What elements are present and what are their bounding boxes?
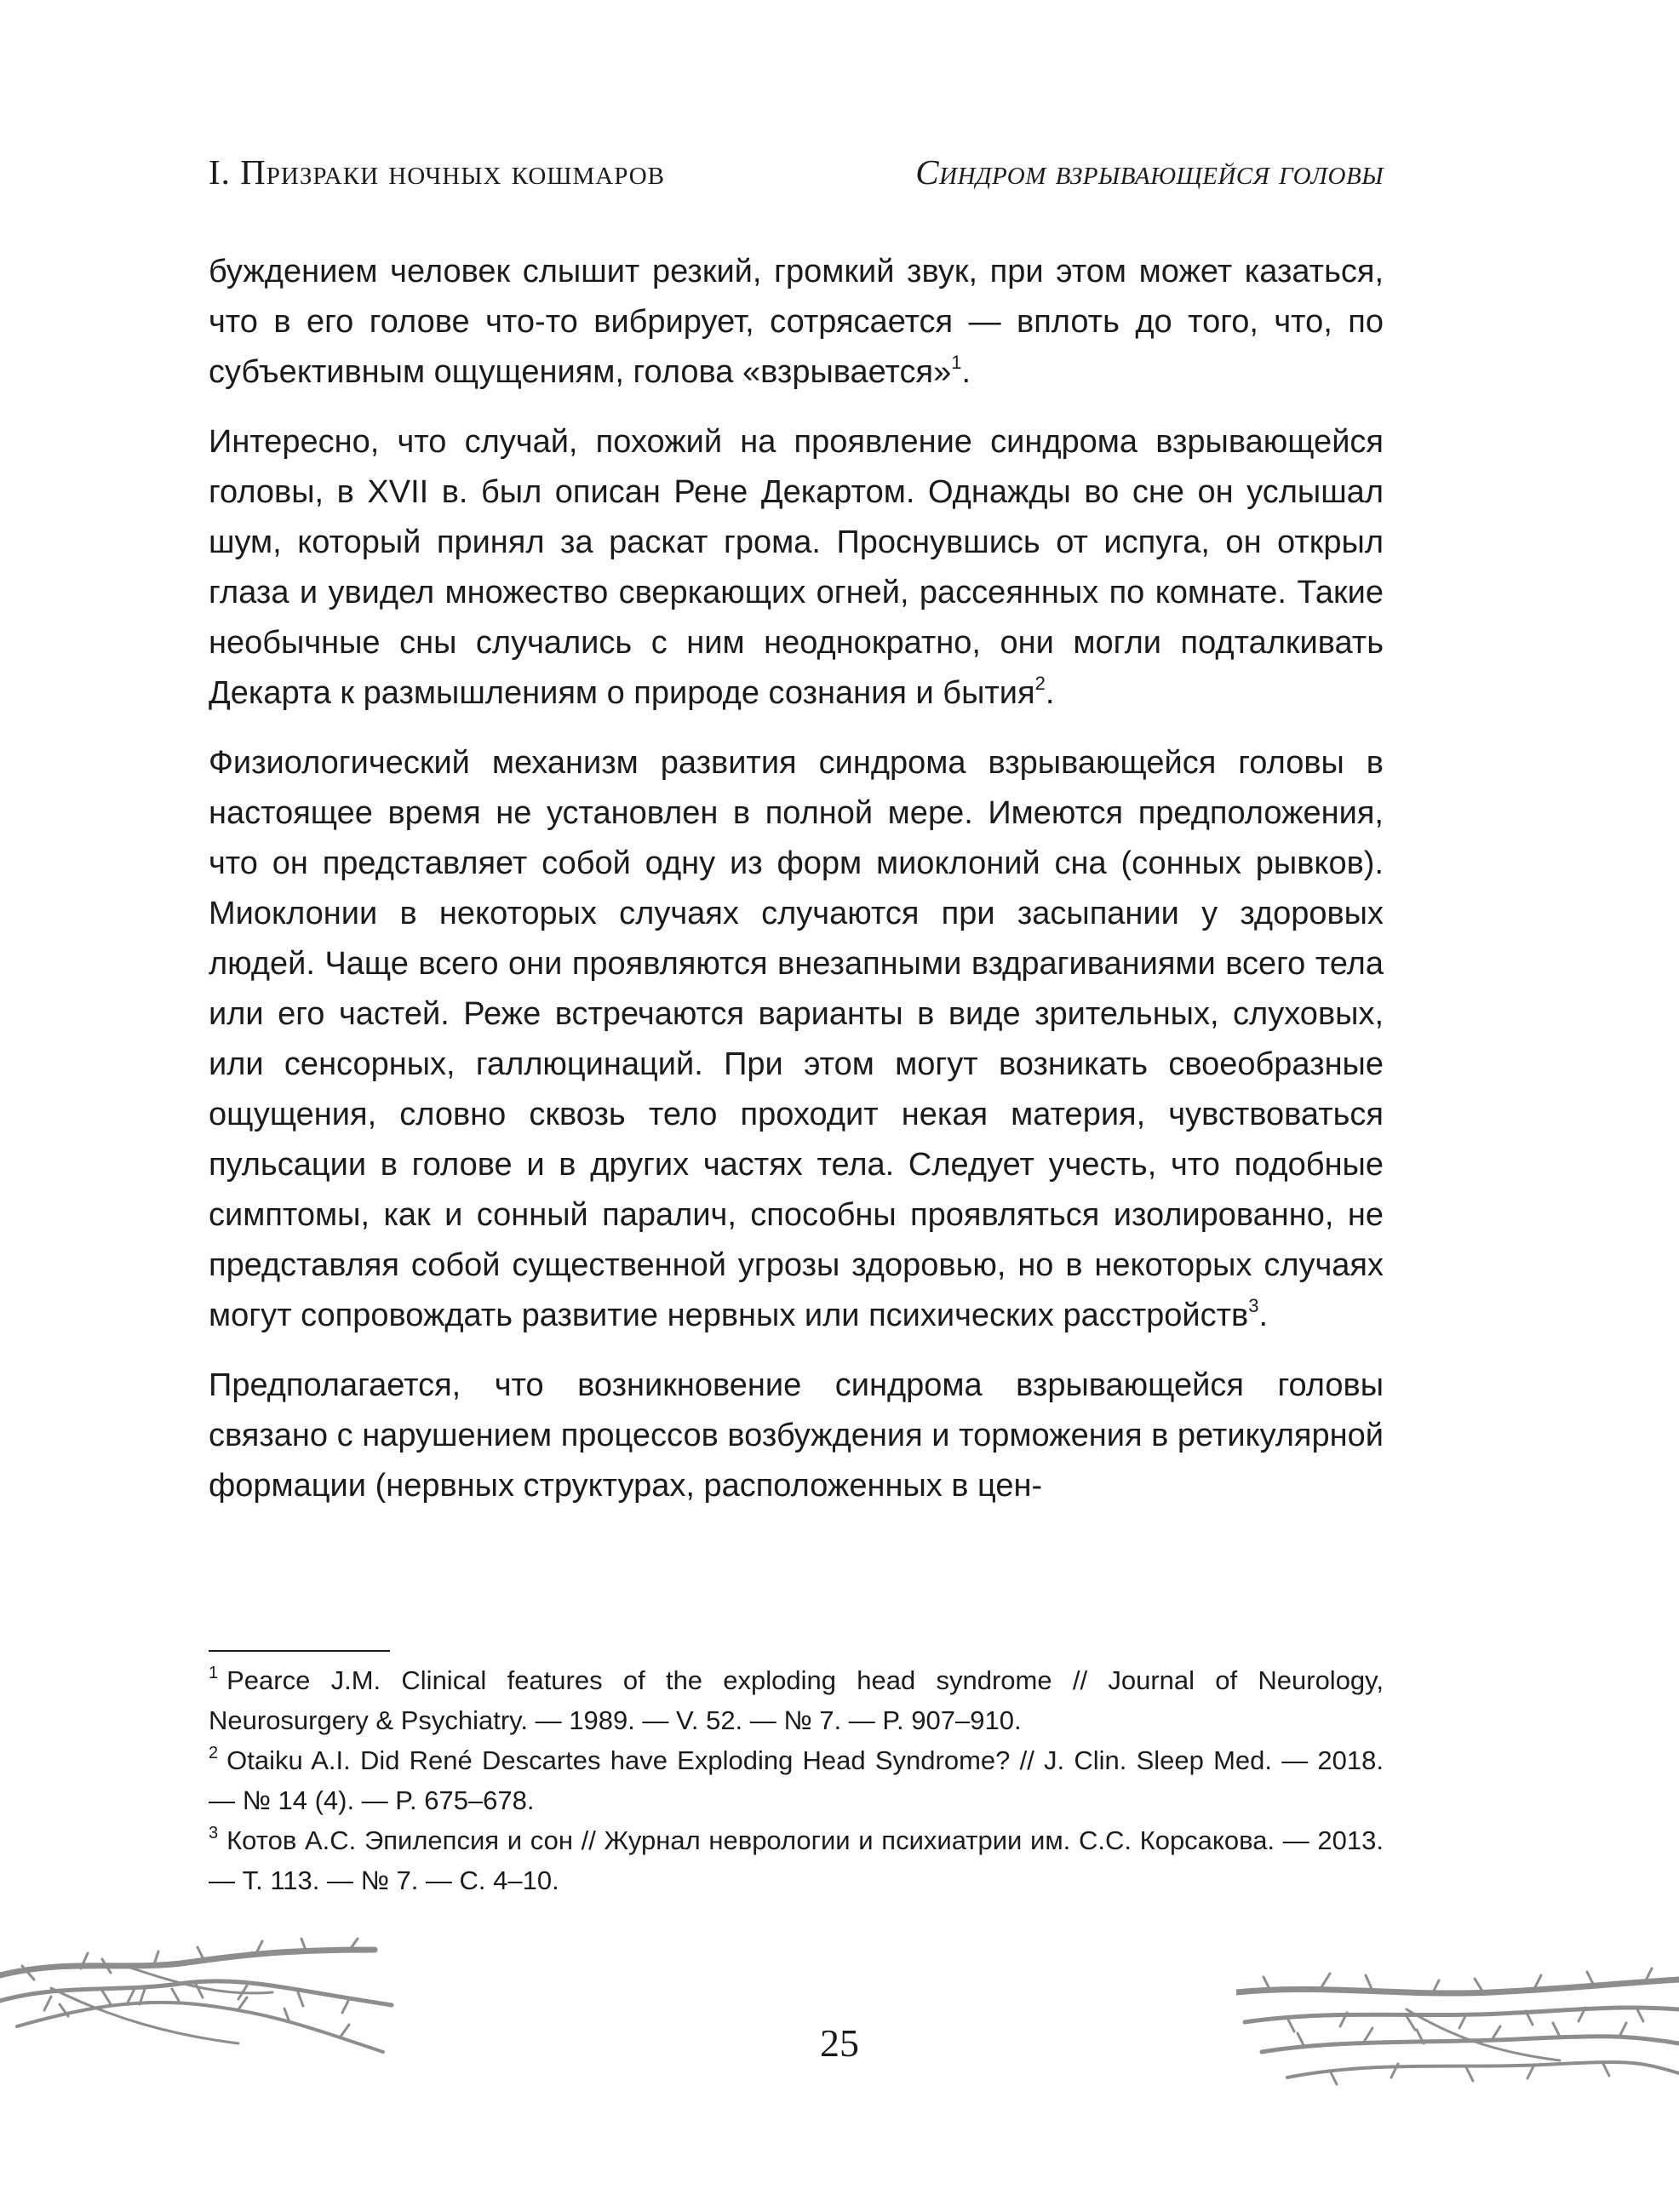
chapter-title: I. Призраки ночных кошмаров [209,152,666,192]
running-header [209,146,1384,198]
paragraph [209,247,1384,398]
main-text [209,247,1384,1531]
footnote [209,1660,1384,1740]
paragraph-text: буждением человек слышит резкий, громкий звук, при этом может казаться, что в его голове что-то вибрирует, сотрясается — вплоть до того, что, по субъективным ощущениям, голова «взрывается» [209,254,1384,390]
paragraph [209,417,1384,719]
footnote [209,1820,1384,1900]
footnote-mark: 3 [209,1824,219,1842]
footnote-ref: 1 [951,352,962,373]
paragraph-end: . [961,354,971,390]
page-number: 25 [820,2021,859,2065]
section-title: Синдром взрывающейся головы [915,152,1384,192]
footnote-mark: 2 [209,1744,219,1762]
paragraph [209,1361,1384,1511]
paragraph [209,738,1384,1341]
footnote-text: Котов А.С. Эпилепсия и сон // Журнал неврологии и психиатрии им. С.С. Корсакова. — 2013. — Т. 113. — № 7. — С. 4–10. [209,1825,1384,1895]
paragraph-text: Предполагается, что возникновение синдрома взрывающейся головы связано с нарушением процессов возбуждения и торможения в ретикулярной формации (нервных структурах, расположенных в цен- [209,1367,1384,1504]
footnote-text: Pearce J.M. Clinical features of the exploding head syndrome // Journal of Neurology, Neurosurgery & Psychiatry. — 1989. — V. 52. — № 7. — P. 907–910. [209,1665,1384,1735]
footnote-divider [209,1650,390,1652]
footnotes [209,1660,1384,1900]
footnote-ref: 2 [1034,673,1046,694]
paragraph-text: Физиологический механизм развития синдрома взрывающейся головы в настоящее время не установлен в полной мере. Имеются предположения, что он представляет собой одну из форм миоклоний сна (сонных рывков). Миоклонии в некоторых случаях случаются при засыпании у здоровых людей. Чаще всего они проявляются внезапными вздрагиваниями всего тела или его частей. Реже встречаются варианты в виде зрительных, слуховых, или сенсорных, галлюцинаций. При этом могут возникать своеобразные ощущения, словно сквозь тело проходит некая материя, чувствоваться пульсации в голове и в других частях тела. Следует учесть, что подобные симптомы, как и сонный паралич, способны проявляться изолированно, не представляя собой существенной угрозы здоровью, но в некоторых случаях могут сопровождать развитие нервных или психических расстройств [209,745,1384,1333]
paragraph-text: Интересно, что случай, похожий на проявление синдрома взрывающейся головы, в XVII в. был описан Рене Декартом. Однажды во сне он услышал шум, который принял за раскат грома. Проснувшись от испуга, он открыл глаза и увидел множество сверкающих огней, рассеянных по комнате. Такие необычные сны случались с ним неоднократно, они могли подталкивать Декарта к размышлениям о природе сознания и бытия [209,424,1384,711]
footnote-mark: 1 [209,1664,219,1682]
footnote-text: Otaiku A.I. Did René Descartes have Exploding Head Syndrome? // J. Clin. Sleep Med. — 2018. — № 14 (4). — P. 675–678. [209,1745,1384,1815]
paragraph-end: . [1258,1298,1269,1333]
paragraph-end: . [1045,675,1055,711]
footnote [209,1740,1384,1820]
footnote-ref: 3 [1248,1295,1259,1316]
